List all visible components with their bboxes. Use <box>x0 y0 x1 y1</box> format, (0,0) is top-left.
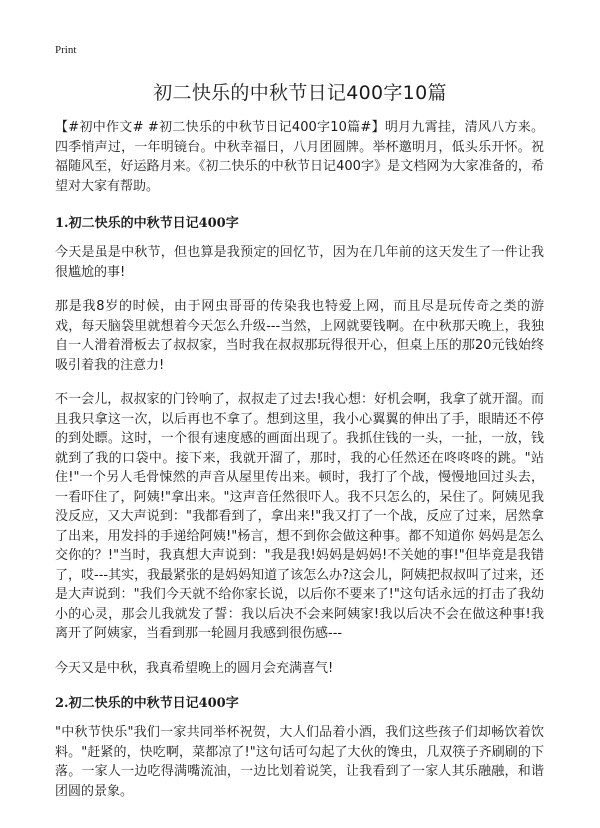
article-body <box>55 118 544 816</box>
paragraph: 那是我8岁的时候，由于网虫哥哥的传染我也特爱上网，而且尽是玩传奇之类的游戏，每天脑袋里就想着今天怎么升级---当然，上网就要钱啊。在中秋那天晚上，我独自一人滑着滑板去了叔叔家，当时我在叔叔那玩得很开心，但桌上压的那20元钱始终吸引着我的注意力! <box>55 299 544 373</box>
paragraph: 今天又是中秋，我真希望晚上的圆月会充满喜气! <box>55 660 334 676</box>
paragraph: "中秋节快乐"我们一家共同举杯祝贺，大人们品着小酒，我们这些孩子们却畅饮着饮料。"赶紧的，快吃啊，菜都凉了!"这句话可勾起了大伙的馋虫，几双筷子齐刷刷的下落。一家人一边吃得满嘴流油，一边比划着说笑，让我看到了一家人其乐融融，和谐团圆的景象。 <box>55 725 544 799</box>
section-heading: 1.初二快乐的中秋节日记400字 <box>55 216 239 231</box>
print-link[interactable]: Print <box>55 44 77 56</box>
page-title: 初二快乐的中秋节日记400字10篇 <box>153 82 447 104</box>
intro-paragraph: 【#初中作文# #初二快乐的中秋节日记400字10篇#】明月九霄挂，清风八方来。四季悄声过，一年明镜台。中秋幸福日，八月团圆牌。举杯邀明月，低头乐开怀。祝福随风至，好运路月来。《初二快乐的中秋节日记400字》是文档网为大家准备的，希望对大家有帮助。 <box>55 120 544 194</box>
paragraph: 今天是虽是中秋节，但也算是我预定的回忆节，因为在几年前的这天发生了一件让我很尴尬的事! <box>55 245 544 280</box>
paragraph: 不一会儿，叔叔家的门铃响了，叔叔走了过去!我心想：好机会啊，我拿了就开溜。而且我只拿这一次，以后再也不拿了。想到这里，我小心翼翼的伸出了手，眼睛还不停的到处瞟。这时，一个很有速度感的画面出现了。我抓住钱的一头，一扯，一放，钱就到了我的口袋中。接下来，我就开溜了，那时，我的心任然还在咚咚咚的跳。"站住!"一个另人毛骨悚然的声音从屋里传出来。顿时，我打了个战，慢慢地回过头去，一看吓住了，阿姨!"拿出来。"这声音任然很吓人。我不只怎么的，呆住了。阿姨见我没反应，又大声说到："我都看到了，拿出来!"我又打了一个战，反应了过来，居然拿了出来，用发抖的手递给阿姨!"杨言，想不到你会做这种事。都不知道你 妈妈是怎么交你的？!"当时，我真想大声说到："我是我!妈妈是妈妈!不关她的事!"但毕竟是我错了，哎---其实，我最紧张的是妈妈知道了该怎么办?这会儿，阿姨把叔叔叫了过来，还是大声说到："我们今天就不给你家长说，以后你不要来了!"这句话永远的打击了我幼小的心灵，那会儿我就发了誓：我以后决不会来阿姨家!我以后决不会在做这种事!我离开了阿姨家，当看到那一轮圆月我感到很伤感--- <box>55 392 544 641</box>
section-heading: 2.初二快乐的中秋节日记400字 <box>55 696 239 711</box>
